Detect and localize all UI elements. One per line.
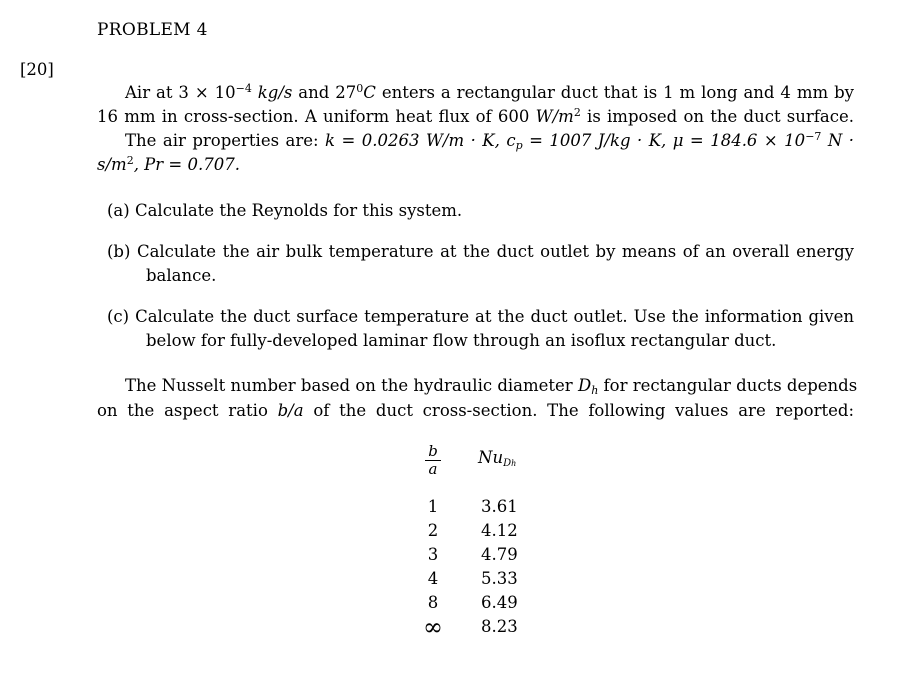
part-b-line-2: balance. — [146, 266, 217, 285]
table-cell-ratio: 2 — [427, 521, 439, 540]
nu-column — [481, 495, 518, 639]
nusselt-line-1: The Nusselt number based on the hydraulic diameter $D_h$ for rectangular ducts depends — [125, 376, 858, 397]
table-cell-nu: 6.49 — [481, 593, 518, 612]
table-header-nu: $Nu_{Dh}$ — [478, 448, 517, 469]
ratio-column — [417, 495, 449, 639]
part-c-line-2: below for fully-developed laminar flow through an isoflux rectangular duct. — [146, 331, 777, 350]
problem-title: PROBLEM 4 — [97, 20, 208, 40]
statement-line-4: $s/m^2$, Pr = 0.707. — [97, 154, 240, 174]
marks-label: [20] — [20, 60, 54, 79]
table-cell-nu: 3.61 — [481, 497, 518, 516]
statement-line-1: Air at $3 \times 10^{-4}$ kg/s and $27^0C$ enters a rectangular duct that is 1 m long and 4 mm by — [125, 82, 854, 102]
ratio-denominator: a — [428, 460, 438, 478]
table-cell-ratio: 8 — [427, 593, 439, 612]
table-cell-nu: 4.79 — [481, 545, 518, 564]
ratio-numerator: b — [428, 442, 438, 460]
statement-line-3: The air properties are: k = 0.0263 W/m · K, $c_p = 1007$ J/kg · K, $\mu = 184.6 \times 10^{-7}$ N · — [125, 130, 855, 152]
nusselt-line-2: on the aspect ratio b/a of the duct cross-section. The following values are reported: — [97, 401, 854, 420]
table-cell-ratio: 3 — [427, 545, 439, 564]
part-c-line-1: (c) Calculate the duct surface temperature at the duct outlet. Use the information given — [107, 307, 854, 326]
part-b-line-1: (b) Calculate the air bulk temperature at the duct outlet by means of an overall energy — [107, 242, 854, 261]
statement-line-2: 16 mm in cross-section. A uniform heat flux of 600 $W/m^2$ is imposed on the duct surface. — [97, 106, 854, 126]
table-cell-nu: 8.23 — [481, 617, 518, 636]
table-cell-ratio-infinity: ∞ — [423, 613, 443, 641]
table-cell-nu: 5.33 — [481, 569, 518, 588]
table-cell-nu: 4.12 — [481, 521, 518, 540]
table-cell-ratio: 1 — [427, 497, 439, 516]
table-cell-ratio: 4 — [427, 569, 439, 588]
part-a: (a) Calculate the Reynolds for this system. — [107, 201, 463, 220]
table-header-ratio — [425, 444, 441, 477]
